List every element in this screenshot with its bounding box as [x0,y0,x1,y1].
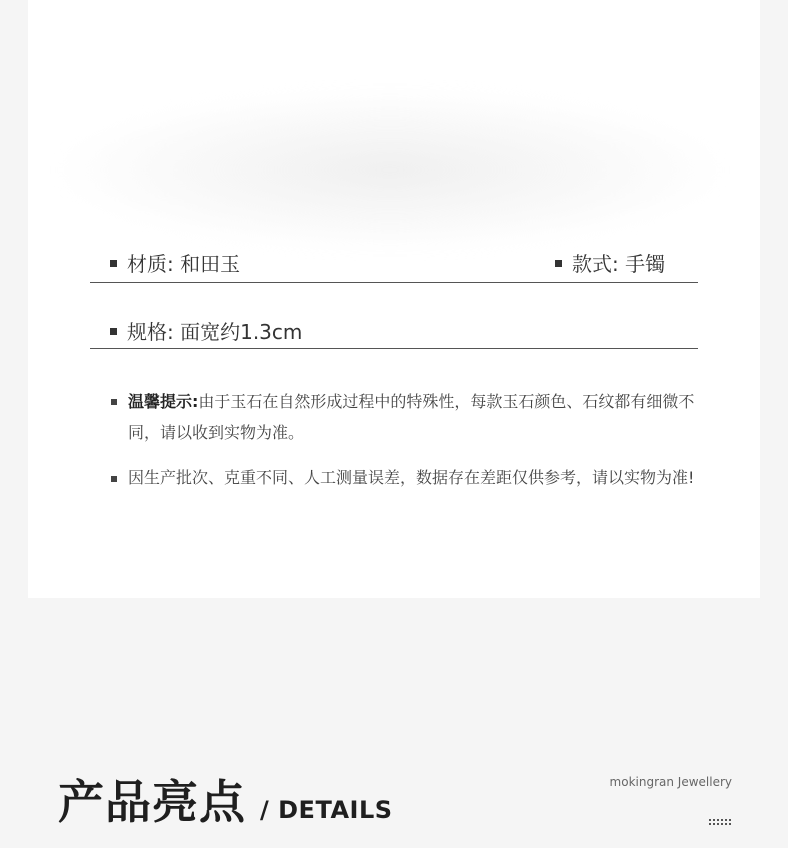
faded-product-image [60,90,720,250]
bullet-icon [110,328,117,335]
bullet-icon [110,260,117,267]
spec-material-text: 材质: 和田玉 [127,252,241,276]
bullet-icon [111,476,117,482]
spec-style-text: 款式: 手镯 [572,252,666,276]
dotted-pattern-icon [709,818,733,827]
bullet-icon [555,260,562,267]
divider [90,348,698,349]
section-title-cn: 产品亮点 [58,775,246,829]
note-tip-text: 由于玉石在自然形成过程中的特殊性，每款玉石颜色、石纹都有细微不同，请以收到实物为准。 [128,392,695,442]
divider [90,282,698,283]
spec-size [110,316,302,345]
spec-style [555,248,665,277]
bullet-icon [111,399,117,405]
note-batch [128,462,698,493]
brand-name: mokingran Jewellery [609,775,732,789]
note-batch-text: 因生产批次、克重不同、人工测量误差，数据存在差距仅供参考，请以实物为准! [128,468,695,487]
spec-size-text: 规格: 面宽约1.3cm [127,320,303,344]
section-title-en: / DETAILS [260,796,393,824]
note-tip-label: 温馨提示: [128,392,199,411]
note-tip [128,386,698,448]
spec-material [110,248,240,277]
